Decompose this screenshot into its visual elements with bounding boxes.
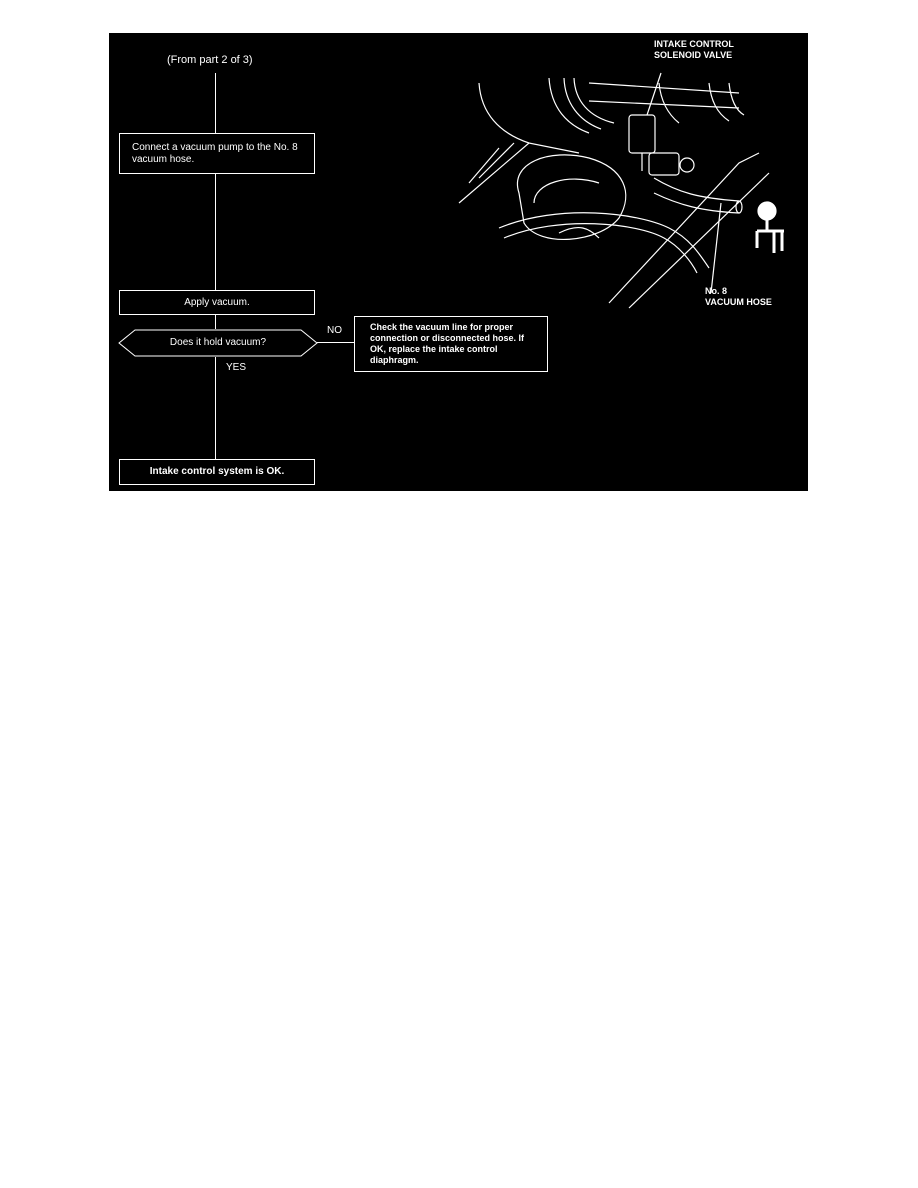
runner-line-7 xyxy=(729,83,744,115)
runner-line-6 xyxy=(709,83,729,121)
connector-yes xyxy=(215,357,216,459)
diaphragm-contour xyxy=(534,179,599,203)
no-action-text: Check the vacuum line for proper connection or disconnected hose. If OK, replace the intake control diaphragm. xyxy=(370,322,525,365)
step-apply-vacuum-text: Apply vacuum. xyxy=(184,296,250,308)
connector-apply-to-decision xyxy=(215,315,216,329)
result-ok-box xyxy=(119,459,315,485)
step-connect-pump-text: Connect a vacuum pump to the No. 8 vacuum hose. xyxy=(132,142,298,165)
pipe-1 xyxy=(499,213,709,268)
valve-label xyxy=(654,39,764,61)
step-apply-vacuum xyxy=(119,290,315,315)
diaphragm-body xyxy=(517,155,625,240)
solenoid-connector xyxy=(649,153,679,175)
vacuum-hose-end xyxy=(736,201,742,213)
hose-leader-line xyxy=(711,203,721,293)
yes-label: YES xyxy=(226,362,247,373)
vacuum-hose-lower xyxy=(654,193,739,213)
runner-line-2 xyxy=(549,78,589,133)
step-connect-pump xyxy=(119,133,315,174)
connector-start xyxy=(215,73,216,133)
start-label: (From part 2 of 3) xyxy=(167,54,253,66)
pipe-3 xyxy=(559,228,599,238)
decision-text: Does it hold vacuum? xyxy=(169,337,267,348)
vacuum-hose-upper xyxy=(654,178,739,201)
connector-connect-to-apply xyxy=(215,174,216,290)
hose-label-1: No. 8 xyxy=(705,286,728,296)
hose-label-2: VACUUM HOSE xyxy=(705,297,772,307)
connector-no xyxy=(317,342,354,343)
panel-edge-2 xyxy=(469,148,499,183)
no-action-box xyxy=(354,316,548,372)
diagram-panel xyxy=(109,33,808,491)
solenoid-fitting xyxy=(680,158,694,172)
solenoid-valve-shape xyxy=(629,115,655,153)
panel-edge-5 xyxy=(629,173,769,308)
valve-leader-line xyxy=(647,73,661,115)
pipe-2 xyxy=(504,224,697,273)
engine-illustration xyxy=(439,53,808,313)
runner-line-1 xyxy=(479,83,529,143)
valve-label-text: INTAKE CONTROL SOLENOID VALVE xyxy=(654,39,734,60)
vacuum-pump-handle xyxy=(757,220,784,253)
vacuum-pump-gauge xyxy=(758,202,776,220)
result-ok-text: Intake control system is OK. xyxy=(149,466,285,477)
rail-line-1 xyxy=(589,83,739,93)
no-label: NO xyxy=(327,325,342,336)
